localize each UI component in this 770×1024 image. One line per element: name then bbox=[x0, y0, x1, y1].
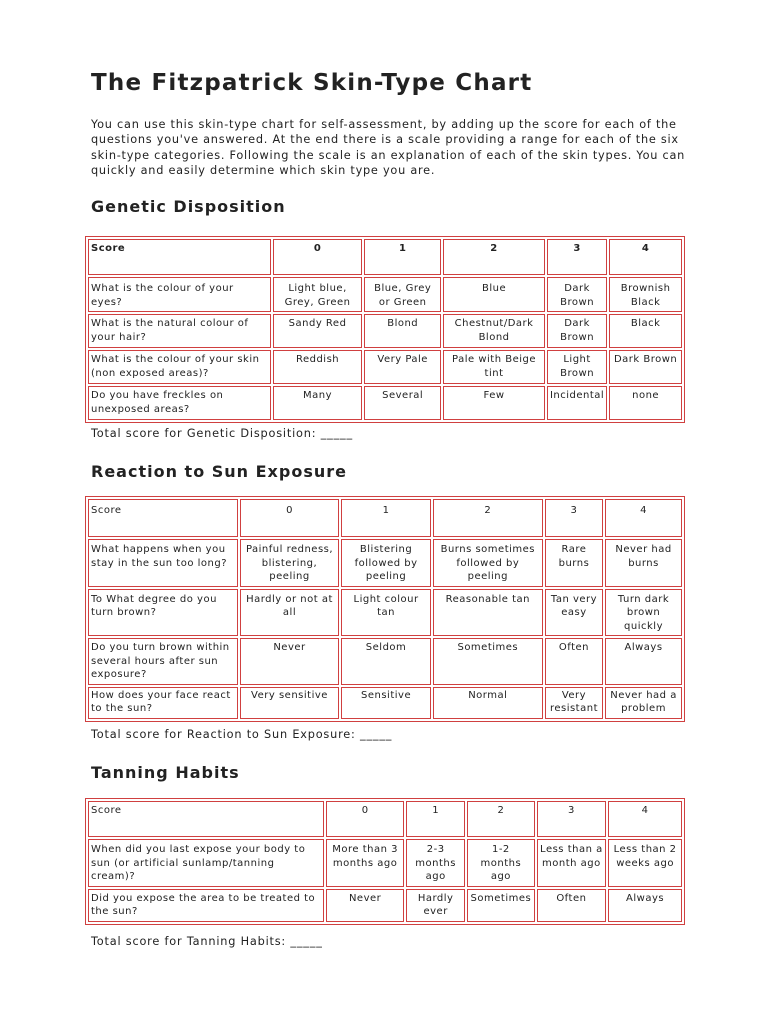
table-row bbox=[88, 539, 682, 587]
answer-cell: More than 3 months ago bbox=[326, 839, 404, 887]
header-cell: 2 bbox=[433, 499, 543, 537]
genetic-heading: Genetic Disposition bbox=[91, 197, 286, 216]
answer-cell: Often bbox=[537, 889, 607, 922]
table-row bbox=[88, 638, 682, 685]
answer-cell: Sandy Red bbox=[273, 314, 362, 348]
tanning-total: Total score for Tanning Habits: _____ bbox=[91, 935, 323, 948]
question-cell: How does your face react to the sun? bbox=[88, 687, 238, 719]
answer-cell: 2-3 months ago bbox=[406, 839, 465, 887]
answer-cell: Hardly or not at all bbox=[240, 589, 340, 637]
answer-cell: Normal bbox=[433, 687, 543, 719]
answer-cell: Several bbox=[364, 386, 441, 420]
table-row bbox=[88, 687, 682, 719]
answer-cell: Tan very easy bbox=[545, 589, 603, 637]
sun-heading: Reaction to Sun Exposure bbox=[91, 462, 347, 481]
answer-cell: Always bbox=[608, 889, 682, 922]
header-cell: 2 bbox=[443, 239, 545, 275]
question-cell: What is the colour of your eyes? bbox=[88, 277, 271, 312]
intro-paragraph: You can use this skin-type chart for self-assessment, by adding up the score for each of the questions you've answered. At the end there is a scale providing a range for each of the six skin-type categories. Following the scale is an explanation of each of the skin types. You can quickly and easily determine which skin type you are. bbox=[91, 118, 686, 177]
answer-cell: Reasonable tan bbox=[433, 589, 543, 637]
answer-cell: Light Brown bbox=[547, 350, 607, 384]
header-cell: 3 bbox=[545, 499, 603, 537]
header-cell: 0 bbox=[273, 239, 362, 275]
genetic-total: Total score for Genetic Disposition: _____ bbox=[91, 427, 353, 440]
answer-cell: Never had burns bbox=[605, 539, 682, 587]
answer-cell: Blue bbox=[443, 277, 545, 312]
header-cell: Score bbox=[88, 801, 324, 837]
header-cell: 0 bbox=[326, 801, 404, 837]
question-cell: Did you expose the area to be treated to the sun? bbox=[88, 889, 324, 922]
header-cell: 3 bbox=[547, 239, 607, 275]
answer-cell: Less than a month ago bbox=[537, 839, 607, 887]
answer-cell: Turn dark brown quickly bbox=[605, 589, 682, 637]
answer-cell: 1-2 months ago bbox=[467, 839, 534, 887]
genetic-table bbox=[85, 236, 685, 423]
table-row bbox=[88, 314, 682, 348]
header-cell: 1 bbox=[341, 499, 430, 537]
answer-cell: none bbox=[609, 386, 682, 420]
header-cell: 4 bbox=[609, 239, 682, 275]
question-cell: What happens when you stay in the sun too long? bbox=[88, 539, 238, 587]
answer-cell: Pale with Beige tint bbox=[443, 350, 545, 384]
answer-cell: Very sensitive bbox=[240, 687, 340, 719]
table-row bbox=[88, 589, 682, 637]
answer-cell: Light blue, Grey, Green bbox=[273, 277, 362, 312]
answer-cell: Burns sometimes followed by peeling bbox=[433, 539, 543, 587]
answer-cell: Many bbox=[273, 386, 362, 420]
answer-cell: Blue, Grey or Green bbox=[364, 277, 441, 312]
answer-cell: Reddish bbox=[273, 350, 362, 384]
answer-cell: Black bbox=[609, 314, 682, 348]
question-cell: When did you last expose your body to sun (or artificial sunlamp/tanning cream)? bbox=[88, 839, 324, 887]
answer-cell: Painful redness, blistering, peeling bbox=[240, 539, 340, 587]
header-cell: 1 bbox=[406, 801, 465, 837]
sun-total: Total score for Reaction to Sun Exposure: _____ bbox=[91, 728, 393, 741]
answer-cell: Blistering followed by peeling bbox=[341, 539, 430, 587]
answer-cell: Chestnut/Dark Blond bbox=[443, 314, 545, 348]
header-cell: 3 bbox=[537, 801, 607, 837]
question-cell: Do you turn brown within several hours after sun exposure? bbox=[88, 638, 238, 685]
sun-table bbox=[85, 496, 685, 722]
table-header-row bbox=[88, 499, 682, 537]
header-cell: Score bbox=[88, 239, 271, 275]
answer-cell: Incidental bbox=[547, 386, 607, 420]
table-row bbox=[88, 277, 682, 312]
table-row bbox=[88, 839, 682, 887]
answer-cell: Light colour tan bbox=[341, 589, 430, 637]
answer-cell: Blond bbox=[364, 314, 441, 348]
question-cell: What is the colour of your skin (non exposed areas)? bbox=[88, 350, 271, 384]
header-cell: 2 bbox=[467, 801, 534, 837]
table-header-row bbox=[88, 801, 682, 837]
header-cell: 0 bbox=[240, 499, 340, 537]
answer-cell: Always bbox=[605, 638, 682, 685]
answer-cell: Never had a problem bbox=[605, 687, 682, 719]
question-cell: To What degree do you turn brown? bbox=[88, 589, 238, 637]
table-row bbox=[88, 889, 682, 922]
tanning-table bbox=[85, 798, 685, 925]
table-row bbox=[88, 350, 682, 384]
answer-cell: Sometimes bbox=[433, 638, 543, 685]
answer-cell: Hardly ever bbox=[406, 889, 465, 922]
question-cell: Do you have freckles on unexposed areas? bbox=[88, 386, 271, 420]
answer-cell: Few bbox=[443, 386, 545, 420]
table-row bbox=[88, 386, 682, 420]
answer-cell: Rare burns bbox=[545, 539, 603, 587]
answer-cell: Never bbox=[240, 638, 340, 685]
question-cell: What is the natural colour of your hair? bbox=[88, 314, 271, 348]
header-cell: 1 bbox=[364, 239, 441, 275]
header-cell: 4 bbox=[605, 499, 682, 537]
answer-cell: Very Pale bbox=[364, 350, 441, 384]
page-title: The Fitzpatrick Skin-Type Chart bbox=[91, 70, 533, 96]
answer-cell: Dark Brown bbox=[547, 277, 607, 312]
answer-cell: Often bbox=[545, 638, 603, 685]
answer-cell: Dark Brown bbox=[609, 350, 682, 384]
header-cell: 4 bbox=[608, 801, 682, 837]
answer-cell: Sensitive bbox=[341, 687, 430, 719]
answer-cell: Brownish Black bbox=[609, 277, 682, 312]
answer-cell: Sometimes bbox=[467, 889, 534, 922]
answer-cell: Seldom bbox=[341, 638, 430, 685]
answer-cell: Very resistant bbox=[545, 687, 603, 719]
table-header-row bbox=[88, 239, 682, 275]
answer-cell: Never bbox=[326, 889, 404, 922]
answer-cell: Dark Brown bbox=[547, 314, 607, 348]
answer-cell: Less than 2 weeks ago bbox=[608, 839, 682, 887]
tanning-heading: Tanning Habits bbox=[91, 763, 240, 782]
header-cell: Score bbox=[88, 499, 238, 537]
